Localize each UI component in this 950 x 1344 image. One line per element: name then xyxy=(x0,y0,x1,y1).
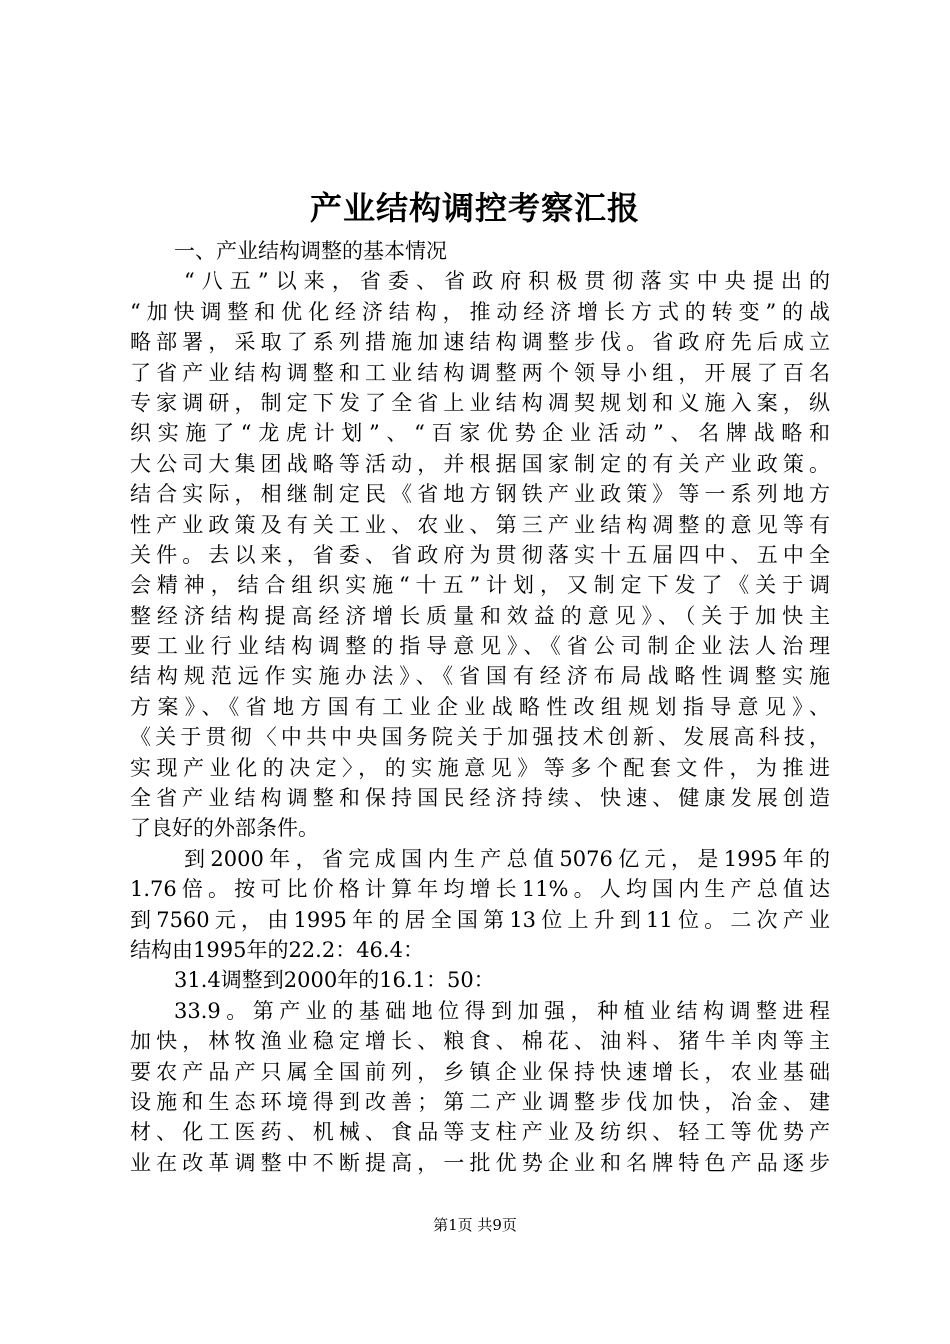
text-line: 了省产业结构调整和工业结构调整两个领导小组，开展了百名 xyxy=(130,360,830,385)
section-heading: 一、产业结构调整的基本情况 xyxy=(174,239,447,263)
text-line: 结构规范远作实施办法》、《省国有经济布局战略性调整实施 xyxy=(130,664,830,689)
text-line: 了良好的外部条件。 xyxy=(130,816,319,841)
text-line: 织实施了“龙虎计划”、“百家优势企业活动”、名牌战略和 xyxy=(130,421,830,446)
text-line: 到2000年，省完成国内生产总值5076亿元，是1995年的 xyxy=(184,846,830,871)
text-line: 略部署，采取了系列措施加速结构调整步伐。省政府先后成立 xyxy=(130,330,830,355)
text-line: 业在改革调整中不断提高，一批优势企业和名牌特色产品逐步 xyxy=(130,1150,830,1175)
text-line: 整经济结构提高经济增长质量和效益的意见》、（关于加快主 xyxy=(130,603,830,628)
text-line: 实现产业化的决定〉，的实施意见》等多个配套文件，为推进 xyxy=(130,755,830,780)
text-line: 专家调研，制定下发了全省上业结构凋契规划和义施入案，纵 xyxy=(130,390,830,415)
text-line: 1.76倍。按可比价格计算年均增长11%。人均国内生产总值达 xyxy=(130,877,830,902)
text-line: 结合实际，相继制定民《省地方钢铁产业政策》等一系列地方 xyxy=(130,482,830,507)
page-footer: 第1页 共9页 xyxy=(433,1216,517,1234)
text-line: 31.4调整到2000年的16.1：50： xyxy=(174,968,495,993)
text-line: 大公司大集团战略等活动，并根据国家制定的有关产业政策。 xyxy=(130,451,830,476)
text-line: 要农产品产只属全国前列，乡镇企业保持快速增长，农业基础 xyxy=(130,1059,830,1084)
text-line: 材、化工医药、机械、食品等支柱产业及纺织、轻工等优势产 xyxy=(130,1120,830,1145)
text-line: 全省产业结构调整和保持国民经济持续、快速、健康发展创造 xyxy=(130,786,830,811)
document-body xyxy=(130,236,830,1178)
text-line: 33.9。第产业的基础地位得到加强，种植业结构调整进程 xyxy=(174,998,830,1023)
text-line: 设施和生态环境得到改善；第二产业调整步伐加快，冶金、建 xyxy=(130,1089,830,1114)
text-line: 方案》、《省地方国有工业企业战略性改组规划指导意见》、 xyxy=(130,694,830,719)
text-line: 结构由1995年的22.2：46.4： xyxy=(130,937,424,962)
text-line: 加快，林牧渔业稳定增长、粮食、棉花、油料、猪牛羊肉等主 xyxy=(130,1029,830,1054)
document-title: 产业结构调控考察汇报 xyxy=(309,189,640,227)
text-line: 性产业政策及有关工业、农业、第三产业结构凋整的意见等有 xyxy=(130,512,830,537)
text-line: 到7560元，由1995年的居全国第13位上升到11位。二次产业 xyxy=(130,907,830,932)
text-line: 要工业行业结构调整的指导意见》、《省公司制企业法人治理 xyxy=(130,634,830,659)
text-line: “加快调整和优化经济结构，推动经济增长方式的转变”的战 xyxy=(130,299,830,324)
text-line: 《关于贯彻〈中共中央国务院关于加强技术创新、发展高科技， xyxy=(130,725,830,750)
text-line: 关件。去以来，省委、省政府为贯彻落实十五届四中、五中全 xyxy=(130,542,830,567)
text-line: “八五”以来，省委、省政府积极贯彻落实中央提出的 xyxy=(184,269,830,294)
text-line: 会精神，结合组织实施“十五”计划，又制定下发了《关于调 xyxy=(130,573,830,598)
